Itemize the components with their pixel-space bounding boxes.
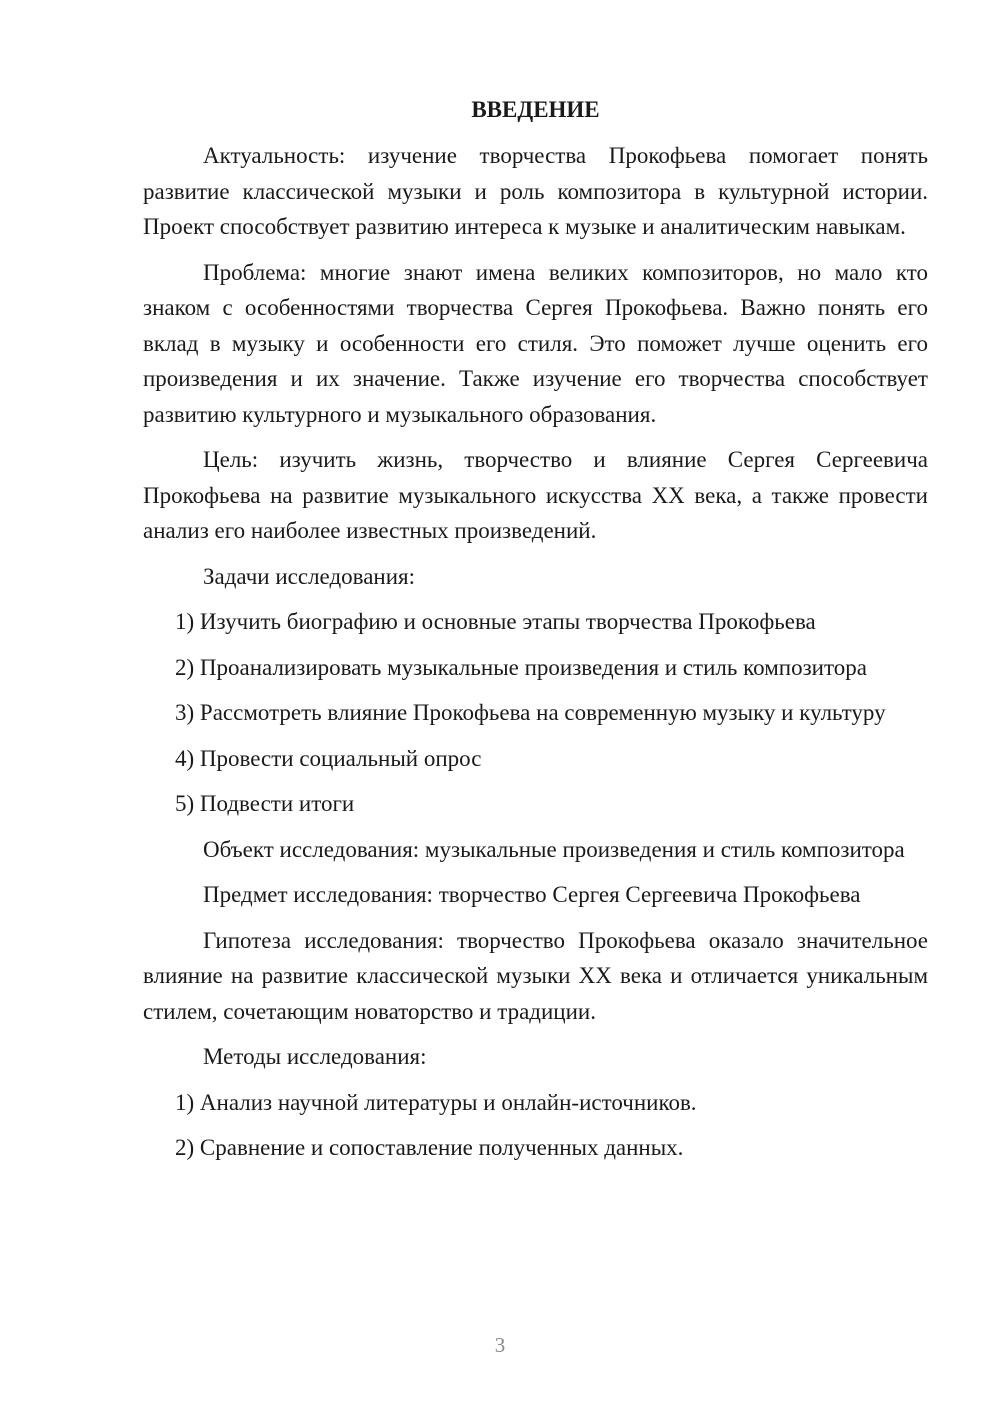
document-body <box>143 92 928 1176</box>
section-title: ВВЕДЕНИЕ <box>471 97 600 122</box>
problem-paragraph: Проблема: многие знают имена великих композиторов, но мало кто знаком с особенностями творчества Сергея Прокофьева. Важно понять его вклад в музыку и особенности его стиля. Это поможет лучше оценить его произведения и их значение. Также изучение его творчества способствует развитию культурного и музыкального образования. <box>143 259 928 427</box>
relevance-paragraph: Актуальность: изучение творчества Прокофьева помогает понять развитие классической музыки и роль композитора в культурной истории. Проект способствует развитию интереса к музыке и аналитическим навыкам. <box>143 143 928 239</box>
object-paragraph: Объект исследования: музыкальные произведения и стиль композитора <box>203 836 905 862</box>
page-number: 3 <box>494 1333 506 1357</box>
hypothesis-paragraph: Гипотеза исследования: творчество Прокофьева оказало значительное влияние на развитие классической музыки XX века и отличается уникальным стилем, сочетающим новаторство и традиции. <box>143 927 928 1024</box>
goal-paragraph: Цель: изучить жизнь, творчество и влияние Сергея Сергеевича Прокофьева на развитие музыкального искусства XX века, а также провести анализ его наиболее известных произведений. <box>143 447 928 543</box>
task-item-4: 4) Провести социальный опрос <box>175 745 482 771</box>
task-item-3: 3) Рассмотреть влияние Прокофьева на современную музыку и культуру <box>175 700 886 725</box>
method-item-2: 2) Сравнение и сопоставление полученных данных. <box>175 1135 684 1160</box>
task-item-1: 1) Изучить биографию и основные этапы творчества Прокофьева <box>175 609 816 634</box>
task-item-2: 2) Проанализировать музыкальные произведения и стиль композитора <box>175 654 867 680</box>
methods-heading: Методы исследования: <box>203 1044 427 1069</box>
subject-paragraph: Предмет исследования: творчество Сергея Сергеевича Прокофьева <box>203 882 861 907</box>
method-item-1: 1) Анализ научной литературы и онлайн-источников. <box>175 1089 697 1115</box>
task-item-5: 5) Подвести итоги <box>175 791 355 816</box>
tasks-heading: Задачи исследования: <box>203 563 416 589</box>
